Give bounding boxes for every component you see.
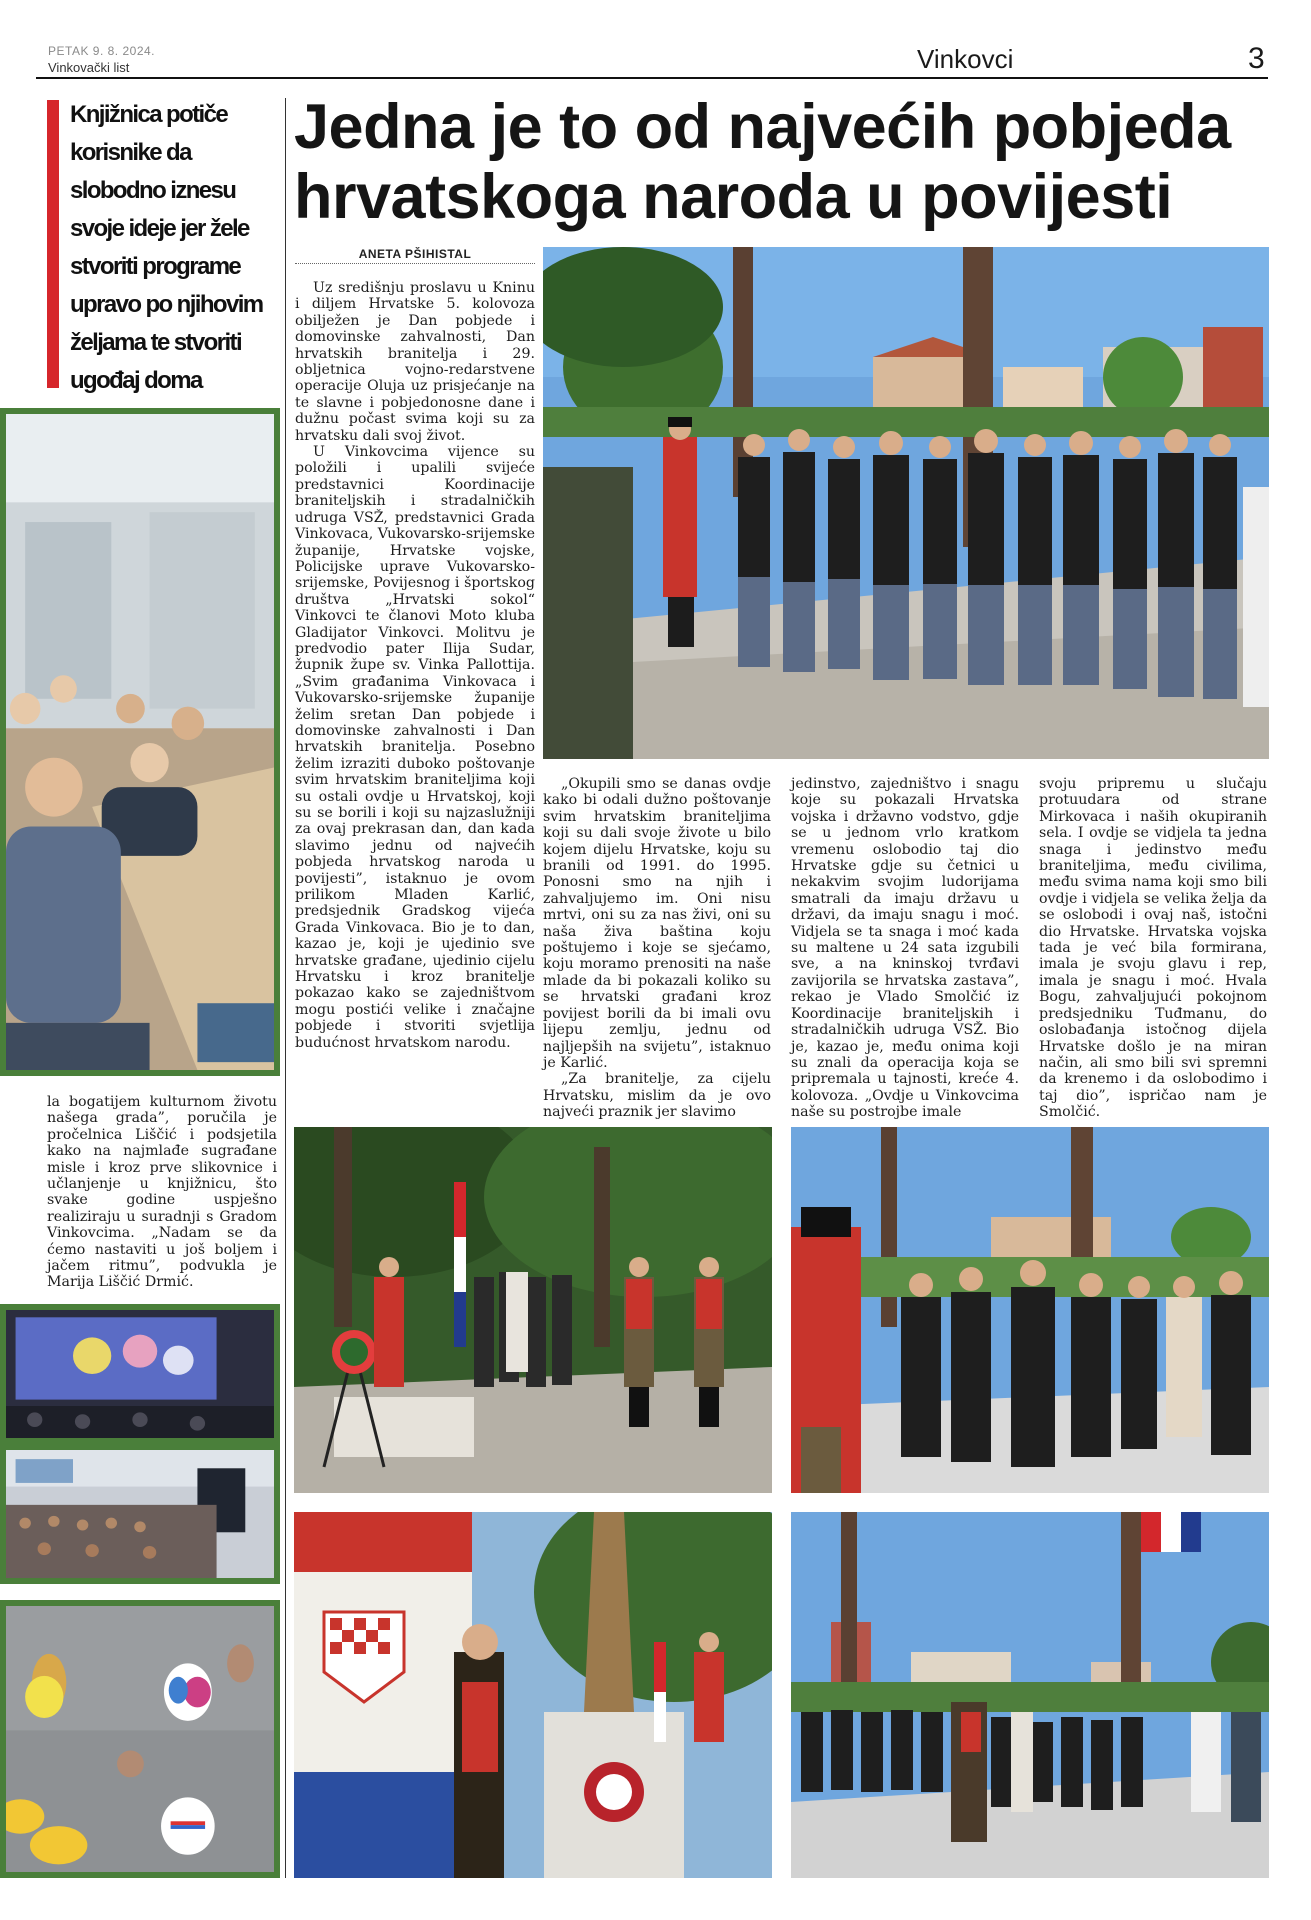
article-column-2: „Okupili smo se danas ovdje kako bi odali dužno poštovanje svim hrvatskim braniteljima koji su dali svoje živote u bilo kojem dijelu Hrvatske, koju su branili od 1991. do 1995. Ponosni smo na njih i zahvaljujemo im. Oni nisu mrtvi, oni su za nas živi, oni su naša živa baština koju poštujemo i koje se sjećamo, koju moramo prenositi na naše mlade da bi pokazali koliko su se hrvatski građani kroz povijest borili da bi imali ovu lijepu zemlju, jednu od najljepših na svijetu”, istaknuo je Karlić. „Za branitelje, za cijelu Hrvatsku, mislim da je ovo najveći praznik jer slavimo: [543, 776, 771, 1121]
sidebar-teaser: Knjižnica potiče korisnike da slobodno iznesu svoje ideje jer žele stvoriti programe upravo po njihovim željama te stvoriti ugođaj doma: [70, 101, 263, 394]
photo-ceremony-square: [791, 1512, 1269, 1878]
header-rule: [36, 77, 1268, 79]
column-divider: [285, 98, 286, 1878]
photo-audience-hall: [0, 1444, 280, 1584]
article-column-3: jedinstvo, zajedništvo i snagu koje su pokazali Hrvatska vojska i državno vodstvo, gdje se u jednom vrlo kratkom vremenu oslobodio taj dio Hrvatske gdje su četnici u nekakvim svojim ludorijama smatrali da imaju državu u državi, da imaju snagu i moć. Vidjela se ta snaga i moć kada su maltene u 24 sata izgubili sve, a na kninskoj tvrđavi zavijorila se hrvatska zastava”, rekao je Vlado Smolčić iz Koordinacije braniteljskih i stradalničkih udruga VSŽ. Bio je, kazao je, među onima koji su znali da operacija koja se pripremala u tajnosti, kreće 4. kolovoza. „Ovdje u Vinkovcima naše su postrojbe imale: [791, 776, 1019, 1121]
photo-flag-bearers-park: [294, 1127, 772, 1493]
page-number: 3: [1248, 42, 1265, 75]
article-column-1: Uz središnju proslavu u Kninu i diljem Hrvatske 5. kolovoza obilježen je Dan pobjede i domovinske zahvalnosti, Dan hrvatskih branitelja i 29. obljetnica vojno-redarstvene operacije Oluja uz prisjećanje na te slavne i pobjedonosne dane i dužnu počast svima koji su za hrvatsku dali svoj život. U Vinkovcima vijence su položili i upalili svijeće predstavnici Koordinacije braniteljskih i stradalničkih udruga VSŽ, predstavnici Grada Vinkovaca, Vukovarsko-srijemske županije, Hrvatske vojske, Policijske uprave Vukovarsko-srijemske, Povijesnog i športskog društva „Hrvatski sokol“ Vinkovci te članovi Moto kluba Gladijator Vinkovci. Molitvu je predvodio pater Ilija Sudar, župnik župe sv. Vinka Pallottija. „Svim građanima Vinkovaca i Vukovarsko-srijemske županije želim sretan Dan pobjede i domovinske zahvalnosti i Dan hrvatskih branitelja. Posebno želim izraziti duboko poštovanje svim hrvatskim braniteljima koji su ostali ovdje u Hrvatskoj, koji su se borili i koji su najzaslužniji za ovaj prekrasan dan, dan kada slavimo jednu od najvećih pobjeda hrvatskog naroda u povijesti”, istaknuo je ovom prilikom Mladen Karlić, predsjednik Gradskog vijeća Grada Vinkovaca. Bio je to dan, kazao je, koji je ujedinio sve hrvatske građane, ujedinio cijelu Hrvatsku i kroz branitelje pokazao kako se zajedništvom mogu postići velike i značajne pobjede i stvoriti svjetlija budućnost hrvatskom narodu.: [295, 280, 535, 1051]
issue-date: PETAK 9. 8. 2024.: [48, 44, 156, 58]
sidebar-article-text: la bogatijem kulturnom životu našega grada”, poručila je pročelnica Liščić i podsjetila kako na najmlađe sugrađane misle i kroz prve slikovnice i učlanjenje u knjižnicu, što svake godine uspješno realiziraju u suradnji s Gradom Vinkovcima. „Nadam se da ćemo nastaviti u još boljem i jačem ritmu”, podvukla je Marija Liščić Drmić.: [47, 1094, 277, 1291]
byline-divider: [295, 263, 535, 264]
photo-flag-monument: [294, 1512, 772, 1878]
teaser-accent-bar: [47, 100, 59, 388]
section-title: Vinkovci: [917, 44, 1014, 74]
publication-name: Vinkovački list: [48, 60, 130, 75]
article-headline: Jedna je to od najvećih pobjeda hrvatskoga naroda u povijesti: [294, 92, 1231, 232]
article-byline: ANETA PŠIHISTAL: [358, 247, 472, 261]
photo-stage-show: [0, 1304, 280, 1444]
photo-officials-saluting: [791, 1127, 1269, 1493]
photo-children-library: [0, 408, 280, 1076]
photo-ceremony-veterans: [543, 247, 1269, 759]
photo-painted-slippers: [0, 1600, 280, 1878]
article-column-4: svoju pripremu u slučaju protuudara od strane Mirkovaca i naših okupiranih sela. I ovdje se vidjela ta jedna snaga i jedinstvo među braniteljima, među civilima, među svima nama koji smo bili ovdje i vidjela se velika želja da se oslobodi i ovaj naš, istočni dio Hrvatske. Hrvatska vojska tada je već bila formirana, imala je svoju glavu i rep, imala je snagu i moć. Hvala Bogu, zahvaljujući pokojnom predsjedniku Tuđmanu, do oslobađanja istočnog dijela Hrvatske došlo je na miran način, ali smo bili svi spremni da krenemo i da oslobodimo i taj dio”, ispričao nam je Smolčić.: [1039, 776, 1267, 1121]
